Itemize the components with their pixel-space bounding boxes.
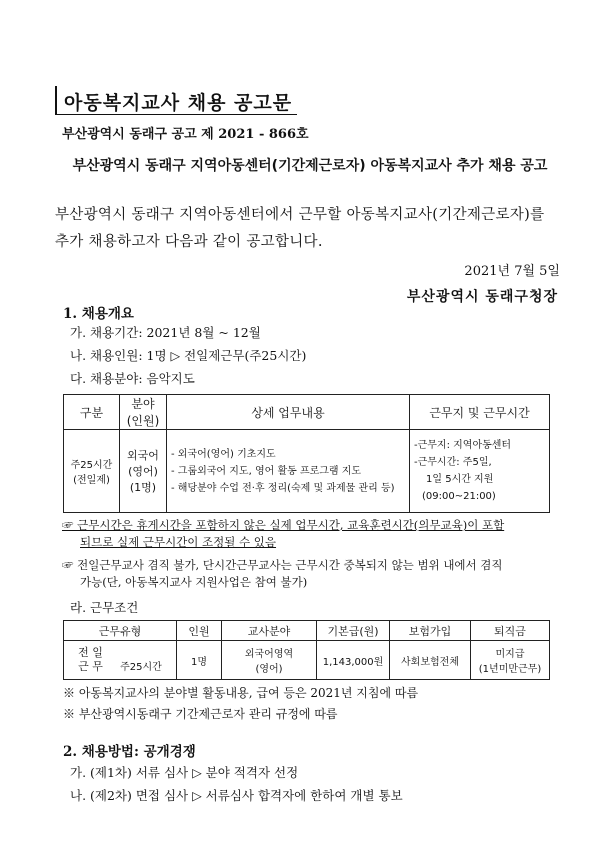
th-count: 인원 xyxy=(177,621,222,641)
cell-duty xyxy=(167,430,410,513)
duty-2: - 그룹외국어 지도, 영어 활동 프로그램 지도 xyxy=(171,465,362,477)
place-4: (09:00~21:00) xyxy=(422,491,496,502)
cell-count: 1명 xyxy=(177,641,222,680)
note-2-line1: ☞ 전일근무교사 겸직 불가, 단시간근무교사는 근무시간 중복되지 않는 범위 내에서 겸직 xyxy=(62,558,503,572)
th-severance: 퇴직금 xyxy=(471,621,550,641)
th-work-type: 근무유형 xyxy=(64,621,177,641)
notice-number: 부산광역시 동래구 공고 제 2021 - 866호 xyxy=(62,127,309,142)
severance-1: 미지급 xyxy=(495,649,525,660)
table-row xyxy=(64,430,550,513)
type-line2: (전일제) xyxy=(73,475,110,486)
cell-teacher-field xyxy=(222,641,317,680)
th-pay: 기본급(원) xyxy=(317,621,390,641)
work-type-b: 근 무 xyxy=(78,660,103,673)
field-line1: 외국어 xyxy=(127,449,159,462)
teacher-field-2: (영어) xyxy=(255,664,283,675)
remark-2: ※ 부산광역시동래구 기간제근로자 관리 규정에 따름 xyxy=(63,707,338,721)
item-headcount: 나. 채용인원: 1명 ▷ 전일제근무(주25시간) xyxy=(70,348,307,363)
headline: 부산광역시 동래구 지역아동센터(기간제근로자) 아동복지교사 추가 채용 공고 xyxy=(72,158,548,174)
remark-1: ※ 아동복지교사의 분야별 활동내용, 급여 등은 2021년 지침에 따름 xyxy=(63,686,419,700)
th-field-line2: (인원) xyxy=(126,414,160,428)
duty-1: - 외국어(영어) 기초지도 xyxy=(171,448,276,460)
th-place: 근무지 및 근무시간 xyxy=(410,395,550,430)
work-type-a: 전 일 xyxy=(78,646,103,659)
cell-place xyxy=(410,430,550,513)
method-step-1: 가. (제1차) 서류 심사 ▷ 분야 적격자 선정 xyxy=(70,765,299,780)
cell-severance xyxy=(471,641,550,680)
cell-work-type xyxy=(64,641,177,680)
field-line3: (1명) xyxy=(129,481,157,494)
cell-type xyxy=(64,430,120,513)
teacher-field-1: 외국어영역 xyxy=(244,649,294,660)
body-line-1: 부산광역시 동래구 지역아동센터에서 근무할 아동복지교사(기간제근로자)를 xyxy=(55,207,545,223)
document-title: 아동복지교사 채용 공고문 xyxy=(64,92,293,114)
method-step-2: 나. (제2차) 면접 심사 ▷ 서류심사 합격자에 한하여 개별 통보 xyxy=(70,788,403,803)
field-line2: (영어) xyxy=(128,465,158,478)
section2-heading: 2. 채용방법: 공개경쟁 xyxy=(63,744,196,760)
place-1: -근무지: 지역아동센터 xyxy=(414,440,512,451)
conditions-table xyxy=(63,620,550,680)
work-hours: 주25시간 xyxy=(120,662,162,673)
cell-pay: 1,143,000원 xyxy=(317,641,390,680)
table-row xyxy=(64,641,550,680)
th-type: 구분 xyxy=(64,395,120,430)
th-duty: 상세 업무내용 xyxy=(167,395,410,430)
note-2-line2: 가능(단, 아동복지교사 지원사업은 참여 불가) xyxy=(80,575,308,589)
work-type-label xyxy=(78,646,103,674)
place-3: 1일 5시간 지원 xyxy=(426,474,494,485)
issuer: 부산광역시 동래구청장 xyxy=(406,289,558,305)
place-2: -근무시간: 주5일, xyxy=(414,457,492,468)
th-field xyxy=(120,395,167,430)
body-line-2: 추가 채용하고자 다음과 같이 공고합니다. xyxy=(55,234,323,250)
section1-heading: 1. 채용개요 xyxy=(63,306,134,322)
item-field: 다. 채용분야: 음악지도 xyxy=(70,371,195,386)
notice-date: 2021년 7월 5일 xyxy=(464,264,560,279)
item-conditions: 라. 근무조건 xyxy=(70,600,139,615)
note-1-line1: ☞ 근무시간은 휴게시간을 포함하지 않은 실제 업무시간, 교육훈련시간(의무교육)이 포함 xyxy=(62,518,505,532)
item-period: 가. 채용기간: 2021년 8월 ~ 12월 xyxy=(70,325,261,340)
cell-field xyxy=(120,430,167,513)
note-1-line2: 되므로 실제 근무시간이 조정될 수 있음 xyxy=(80,535,277,549)
cell-insurance: 사회보험전체 xyxy=(390,641,471,680)
th-insurance: 보험가입 xyxy=(390,621,471,641)
th-teacher-field: 교사분야 xyxy=(222,621,317,641)
note-2 xyxy=(62,557,503,591)
duty-3: - 해당분야 수업 전·후 정리(숙제 및 과제물 관리 등) xyxy=(171,482,395,494)
type-line1: 주25시간 xyxy=(70,460,113,471)
note-1 xyxy=(62,517,504,551)
overview-table xyxy=(63,394,550,513)
severance-2: (1년미만근무) xyxy=(478,664,542,675)
th-field-line1: 분야 xyxy=(131,397,155,411)
